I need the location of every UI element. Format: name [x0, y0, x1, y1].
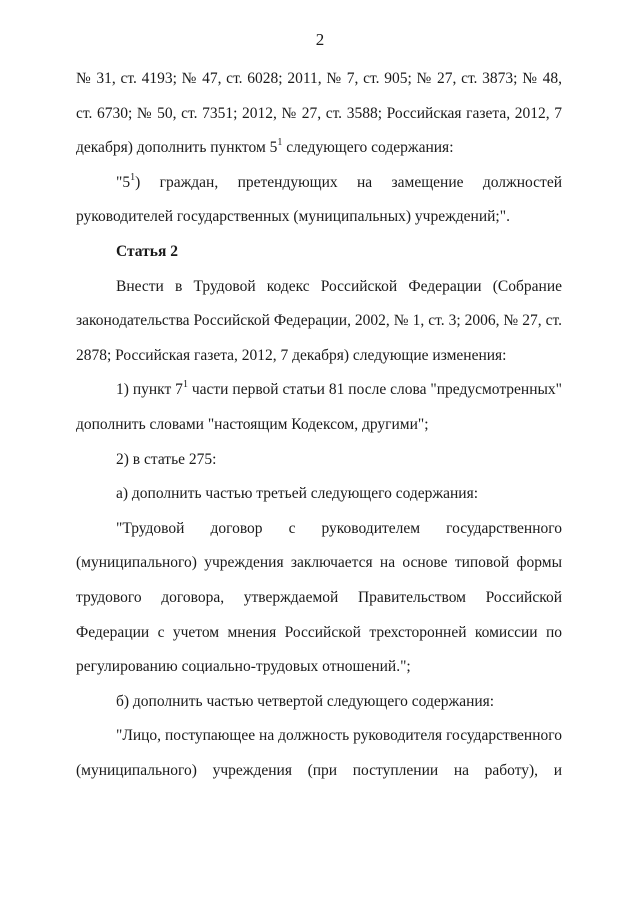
paragraph-publication-refs	[76, 62, 562, 166]
page-number: 2	[315, 30, 325, 49]
superscript: 1	[182, 379, 188, 391]
paragraph-text: № 31, ст. 4193; № 47, ст. 6028; 2011, № 7, ст. 905; № 27, ст. 3873; № 48, ст. 6730; № 50, ст. 7351; 2012, № 27, ст. 3588; Российская газета, 2012, 7 декабря) дополнить пунктом 5	[76, 70, 562, 157]
superscript: 1	[277, 137, 283, 149]
paragraph-text: "5	[116, 173, 131, 191]
document-body	[76, 62, 562, 788]
paragraph-employment-contract: "Трудовой договор с руководителем государственного (муниципального) учреждения заключается на основе типовой формы трудового договора, утверждаемой Правительством Российской Федерации с учетом мнения Российской трехсторонней комиссии по регулированию социально-трудовых отношений.";	[76, 519, 562, 676]
paragraph-item-1	[76, 373, 562, 442]
paragraph-text: следующего содержания:	[282, 139, 454, 157]
paragraph-applicant: "Лицо, поступающее на должность руководителя государственного (муниципального) учреждения (при поступлении на работу), и	[76, 727, 562, 779]
paragraph-item-5-1	[76, 166, 562, 235]
paragraph-labor-code-intro: Внести в Трудовой кодекс Российской Федерации (Собрание законодательства Российской Федерации, 2002, № 1, ст. 3; 2006, № 27, ст. 2878; Российская газета, 2012, 7 декабря) следующие изменения:	[76, 277, 562, 364]
paragraph-text: 1) пункт 7	[116, 381, 183, 399]
paragraph-item-2: 2) в статье 275:	[116, 450, 217, 468]
superscript: 1	[130, 171, 136, 183]
article-heading: Статья 2	[116, 242, 178, 260]
paragraph-item-b: б) дополнить частью четвертой следующего содержания:	[116, 692, 495, 710]
paragraph-text: части первой статьи 81 после слова "предусмотренных" дополнить словами "настоящим Кодексом, другими";	[76, 381, 562, 433]
paragraph-item-a: а) дополнить частью третьей следующего содержания:	[116, 485, 479, 503]
paragraph-text: ) граждан, претендующих на замещение должностей руководителей государственных (муниципальных) учреждений;".	[76, 173, 562, 226]
